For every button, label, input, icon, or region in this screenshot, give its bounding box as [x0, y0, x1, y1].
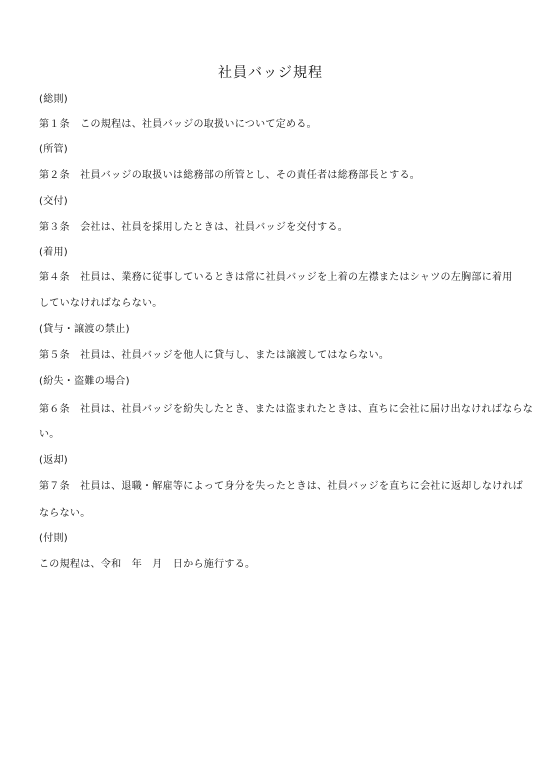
- article-5: 第５条 社員は、社員バッジを他人に貸与し、または譲渡してはならない。: [39, 350, 390, 361]
- section-heading-general: (総則): [39, 94, 69, 105]
- section-heading-jurisdiction: (所管): [39, 144, 69, 155]
- article-1: 第１条 この規程は、社員バッジの取扱いについて定める。: [39, 119, 317, 130]
- article-7-continued: ならない。: [39, 508, 91, 519]
- section-heading-loss: (紛失・盗難の場合): [39, 376, 130, 387]
- document-title: 社員バッジ規程: [218, 65, 323, 81]
- section-heading-issuance: (交付): [39, 196, 69, 207]
- article-4: 第４条 社員は、業務に従事しているときは常に社員バッジを上着の左襟またはシャツの左胸部に着用: [39, 272, 513, 283]
- section-heading-return: (返却): [39, 455, 69, 466]
- section-heading-supplementary: (付則): [39, 533, 69, 544]
- supplementary-provision: この規程は、令和 年 月 日から施行する。: [39, 559, 256, 570]
- section-heading-prohibition: (貸与・譲渡の禁止): [39, 324, 130, 335]
- article-4-continued: していなければならない。: [39, 298, 163, 309]
- article-6-continued: い。: [39, 429, 60, 440]
- article-3: 第３条 会社は、社員を採用したときは、社員バッジを交付する。: [39, 222, 348, 233]
- article-2: 第２条 社員バッジの取扱いは総務部の所管とし、その責任者は総務部長とする。: [39, 170, 421, 181]
- article-6: 第６条 社員は、社員バッジを紛失したとき、または盗まれたときは、直ちに会社に届け出なければならな: [39, 404, 533, 415]
- article-7: 第７条 社員は、退職・解雇等によって身分を失ったときは、社員バッジを直ちに会社に返却しなければ: [39, 481, 524, 492]
- section-heading-wearing: (着用): [39, 247, 69, 258]
